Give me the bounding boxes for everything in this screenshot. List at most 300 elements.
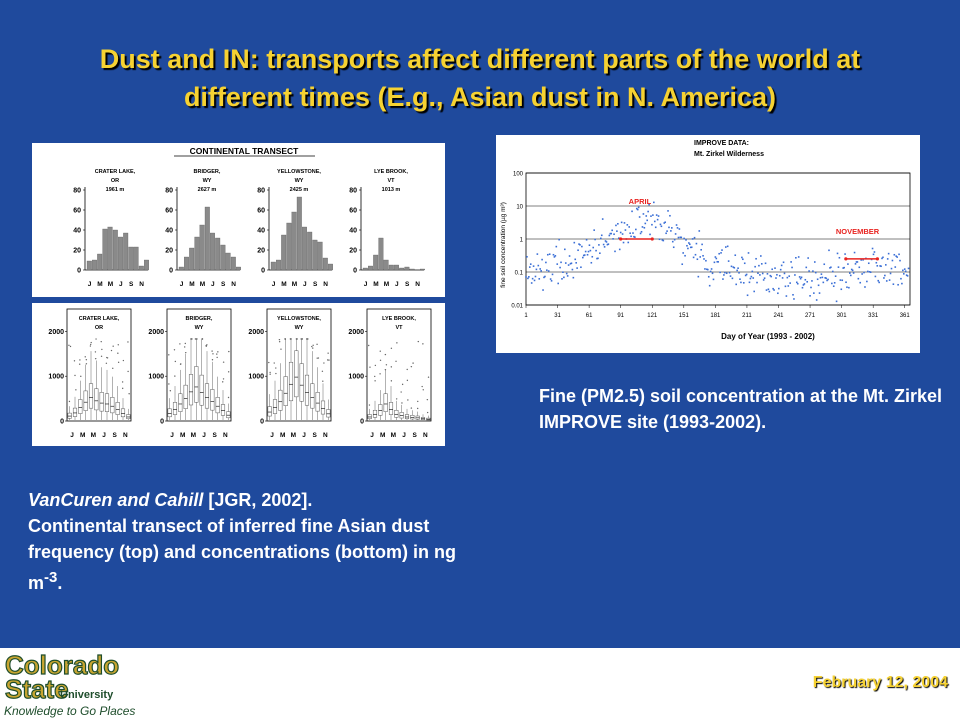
bar-site-state: WY: [202, 178, 212, 184]
box-site-state: WY: [194, 325, 204, 331]
scatter-point: [758, 265, 760, 267]
csu-logo: [2, 650, 172, 720]
scatter-point: [656, 214, 658, 216]
scatter-point: [807, 257, 809, 259]
bar-y-tick-label: 80: [349, 187, 357, 195]
frequency-bar: [189, 248, 194, 270]
scatter-point: [806, 281, 808, 283]
bar-y-tick-label: 60: [165, 207, 173, 215]
bar-site-name: BRIDGER,: [193, 169, 221, 175]
bar-month-label: M: [199, 281, 206, 288]
scatter-x-tick-label: 301: [836, 313, 847, 319]
scatter-point: [874, 251, 876, 253]
box-y-tick-label: 0: [260, 418, 264, 426]
scatter-point: [718, 253, 720, 255]
bar-site-name: YELLOWSTONE,: [277, 169, 321, 175]
frequency-chart-title: CONTINENTAL TRANSECT: [189, 146, 299, 156]
scatter-point: [725, 246, 727, 248]
concentration-box-plots: [32, 303, 445, 446]
box-iqr: [400, 412, 404, 418]
scatter-point: [788, 275, 790, 277]
frequency-bar: [200, 225, 205, 270]
scatter-point: [767, 273, 769, 275]
logo-university: University: [60, 689, 114, 701]
box-month-label: J: [102, 432, 106, 439]
box-outlier: [380, 351, 381, 352]
box-outlier: [327, 359, 328, 360]
box-outlier: [217, 351, 218, 352]
scatter-point: [645, 215, 647, 217]
box-site-state: OR: [94, 325, 104, 331]
scatter-point: [699, 256, 701, 258]
box-outlier: [101, 356, 102, 357]
scatter-point: [825, 277, 827, 279]
box-month-label: M: [190, 432, 197, 439]
scatter-point: [722, 278, 724, 280]
scatter-point: [627, 242, 629, 244]
scatter-point: [887, 258, 889, 260]
box-outlier: [417, 401, 418, 402]
box-iqr: [279, 390, 283, 410]
box-outlier: [317, 357, 318, 358]
scatter-point: [609, 235, 611, 237]
box-iqr: [127, 415, 131, 419]
scatter-point: [538, 265, 540, 267]
box-iqr: [321, 401, 325, 414]
scatter-point: [668, 227, 670, 229]
box-month-label: N: [222, 432, 228, 439]
scatter-point: [720, 252, 722, 254]
box-outlier: [385, 369, 386, 370]
scatter-point: [703, 258, 705, 260]
box-outlier: [391, 348, 392, 349]
scatter-point: [624, 222, 626, 224]
scatter-point: [643, 213, 645, 215]
frequency-bar: [113, 230, 118, 270]
scatter-point: [723, 274, 725, 276]
box-outlier: [379, 373, 380, 374]
box-iqr: [184, 385, 188, 409]
box-outlier: [428, 377, 429, 378]
box-outlier: [112, 368, 113, 369]
scatter-point: [692, 238, 694, 240]
scatter-point: [717, 261, 719, 263]
scatter-point: [888, 253, 890, 255]
box-month-label: J: [70, 432, 74, 439]
bar-month-label: J: [118, 281, 123, 288]
scatter-point: [773, 289, 775, 291]
box-outlier: [75, 389, 76, 390]
scatter-point: [778, 288, 780, 290]
scatter-point: [669, 215, 671, 217]
box-y-tick-label: 0: [60, 418, 64, 426]
box-outlier: [375, 365, 376, 366]
bar-month-label: J: [302, 281, 307, 288]
scatter-point: [532, 278, 534, 280]
scatter-point: [588, 251, 590, 253]
scatter-point: [628, 226, 630, 228]
scatter-point: [577, 249, 579, 251]
bar-month-label: J: [87, 281, 92, 288]
scatter-point: [526, 256, 528, 258]
box-outlier: [312, 347, 313, 348]
scatter-point: [744, 262, 746, 264]
scatter-point: [884, 275, 886, 277]
scatter-point: [575, 262, 577, 264]
scatter-point: [713, 279, 715, 281]
scatter-point: [802, 287, 804, 289]
box-outlier: [307, 338, 308, 339]
scatter-point: [776, 274, 778, 276]
scatter-point: [582, 257, 584, 259]
scatter-point: [666, 230, 668, 232]
frequency-bar: [394, 265, 399, 270]
box-iqr: [379, 405, 383, 416]
scatter-point: [615, 225, 617, 227]
box-outlier: [369, 366, 370, 367]
scatter-point: [785, 286, 787, 288]
box-outlier: [223, 361, 224, 362]
box-outlier: [117, 353, 118, 354]
scatter-point: [846, 286, 848, 288]
box-month-label: S: [212, 432, 217, 439]
box-outlier: [423, 389, 424, 390]
box-outlier: [417, 408, 418, 409]
scatter-point: [771, 268, 773, 270]
box-outlier: [401, 402, 402, 403]
scatter-point: [891, 268, 893, 270]
bar-site-name: LYE BROOK,: [374, 169, 408, 175]
scatter-point: [795, 257, 797, 259]
scatter-point: [553, 254, 555, 256]
scatter-point: [902, 270, 904, 272]
scatter-point: [528, 276, 530, 278]
scatter-caption: Fine (PM2.5) soil concentration at the Mt. Zirkel IMPROVE site (1993-2002).: [539, 386, 943, 432]
box-month-label: J: [202, 432, 206, 439]
scatter-point: [793, 298, 795, 300]
scatter-point: [735, 284, 737, 286]
box-outlier: [184, 346, 185, 347]
scatter-point: [791, 267, 793, 269]
scatter-point: [603, 244, 605, 246]
bar-y-tick-label: 60: [257, 207, 265, 215]
scatter-point: [750, 278, 752, 280]
scatter-point: [576, 267, 578, 269]
scatter-point: [834, 282, 836, 284]
scatter-x-tick-label: 241: [773, 313, 784, 319]
concentration-chart-panel: [32, 303, 445, 446]
bar-site-name: CRATER LAKE,: [94, 169, 136, 175]
scatter-x-tick-label: 361: [899, 313, 910, 319]
scatter-point: [587, 254, 589, 256]
scatter-point: [839, 257, 841, 259]
box-iqr: [168, 409, 172, 417]
bar-month-label: J: [363, 281, 368, 288]
bar-month-label: J: [394, 281, 399, 288]
scatter-point: [533, 265, 535, 267]
bar-month-label: N: [231, 281, 236, 288]
box-outlier: [174, 375, 175, 376]
frequency-bar: [179, 267, 184, 270]
scatter-point: [560, 262, 562, 264]
scatter-point: [672, 241, 674, 243]
bar-month-label: N: [323, 281, 328, 288]
bar-month-label: J: [210, 281, 215, 288]
scatter-point: [737, 267, 739, 269]
scatter-point: [852, 270, 854, 272]
box-month-label: J: [270, 432, 274, 439]
box-outlier: [407, 369, 408, 370]
frequency-bar: [226, 253, 231, 270]
box-outlier: [280, 348, 281, 349]
scatter-point: [813, 292, 815, 294]
scatter-point: [899, 260, 901, 262]
scatter-point: [805, 279, 807, 281]
scatter-point: [721, 249, 723, 251]
bar-y-tick-label: 80: [165, 187, 173, 195]
bar-month-label: M: [107, 281, 114, 288]
box-month-label: N: [122, 432, 128, 439]
box-outlier: [106, 357, 107, 358]
caption-body: Continental transect of inferred fine Asian dust frequency (top) and concentrations (bottom) in ng m: [28, 516, 456, 593]
box-iqr: [316, 392, 320, 411]
box-outlier: [179, 343, 180, 344]
scatter-point: [901, 283, 903, 285]
bar-y-tick-label: 60: [73, 207, 81, 215]
box-outlier: [407, 380, 408, 381]
scatter-point: [858, 278, 860, 280]
scatter-point: [710, 271, 712, 273]
scatter-point: [845, 281, 847, 283]
frequency-bar: [236, 267, 241, 270]
scatter-point: [640, 233, 642, 235]
scatter-point: [573, 277, 575, 279]
scatter-point: [608, 243, 610, 245]
scatter-point: [844, 253, 846, 255]
scatter-point: [880, 265, 882, 267]
scatter-point: [641, 231, 643, 233]
box-month-label: N: [422, 432, 428, 439]
scatter-point: [572, 269, 574, 271]
scatter-point: [830, 266, 832, 268]
scatter-point: [864, 286, 866, 288]
scatter-point: [650, 215, 652, 217]
box-iqr: [216, 397, 220, 413]
box-outlier: [122, 381, 123, 382]
scatter-point: [755, 258, 757, 260]
box-outlier: [180, 363, 181, 364]
scatter-header-2: Mt. Zirkel Wilderness: [694, 151, 764, 158]
caption-authors: VanCuren and Cahill: [28, 490, 204, 510]
box-outlier: [101, 341, 102, 342]
box-outlier: [123, 360, 124, 361]
box-outlier: [175, 361, 176, 362]
scatter-point: [872, 248, 874, 250]
scatter-point: [783, 261, 785, 263]
box-outlier: [111, 350, 112, 351]
box-site-state: WY: [294, 325, 304, 331]
box-outlier: [279, 341, 280, 342]
box-y-tick-label: 2000: [348, 328, 364, 336]
scatter-point: [848, 287, 850, 289]
box-outlier: [196, 338, 197, 339]
scatter-point: [652, 214, 654, 216]
bar-y-tick-label: 40: [73, 227, 81, 235]
scatter-point: [878, 282, 880, 284]
box-iqr: [200, 375, 204, 405]
box-iqr: [100, 392, 104, 411]
box-outlier: [79, 359, 80, 360]
frequency-bar: [123, 233, 128, 270]
scatter-point: [667, 210, 669, 212]
box-outlier: [90, 344, 91, 345]
scatter-point: [629, 232, 631, 234]
scatter-point: [811, 280, 813, 282]
box-outlier: [380, 360, 381, 361]
scatter-point: [753, 291, 755, 293]
bar-month-label: S: [129, 281, 134, 288]
bar-site-elevation: 1961 m: [105, 187, 125, 193]
improve-scatter-chart: [496, 135, 920, 353]
box-outlier: [268, 362, 269, 363]
frequency-bar: [184, 257, 189, 270]
logo-state: State: [5, 674, 69, 704]
scatter-point: [676, 224, 678, 226]
scatter-point: [730, 275, 732, 277]
frequency-bar: [144, 260, 149, 270]
box-outlier: [212, 359, 213, 360]
scatter-point: [740, 282, 742, 284]
box-iqr: [89, 384, 93, 408]
scatter-point: [727, 246, 729, 248]
scatter-point: [675, 233, 677, 235]
box-outlier: [312, 345, 313, 346]
box-iqr: [368, 415, 372, 419]
box-outlier: [316, 344, 317, 345]
scatter-point: [804, 283, 806, 285]
scatter-point: [800, 278, 802, 280]
scatter-point: [751, 276, 753, 278]
box-outlier: [168, 383, 169, 384]
scatter-point: [835, 275, 837, 277]
scatter-point: [546, 269, 548, 271]
annotation-start-dot: [844, 257, 847, 260]
scatter-point: [809, 295, 811, 297]
scatter-point: [841, 279, 843, 281]
bar-y-tick-label: 80: [257, 187, 265, 195]
box-outlier: [90, 345, 91, 346]
bar-month-label: M: [97, 281, 103, 288]
box-month-label: M: [290, 432, 297, 439]
scatter-point: [555, 255, 557, 257]
box-outlier: [168, 354, 169, 355]
scatter-point: [833, 285, 835, 287]
box-outlier: [118, 344, 119, 345]
box-month-label: M: [279, 432, 286, 439]
box-outlier: [206, 344, 207, 345]
scatter-point: [561, 278, 563, 280]
box-month-label: M: [79, 432, 86, 439]
scatter-point: [645, 223, 647, 225]
box-outlier: [127, 371, 128, 372]
scatter-point: [746, 274, 748, 276]
box-outlier: [385, 354, 386, 355]
scatter-y-tick-label: 100: [512, 171, 523, 178]
scatter-point: [905, 270, 907, 272]
frequency-bar: [379, 238, 384, 270]
scatter-point: [612, 238, 614, 240]
bar-month-label: M: [291, 281, 298, 288]
scatter-point: [808, 270, 810, 272]
scatter-point: [614, 251, 616, 253]
box-outlier: [228, 371, 229, 372]
box-y-tick-label: 2000: [148, 328, 164, 336]
box-outlier: [275, 373, 276, 374]
bar-y-tick-label: 0: [261, 267, 265, 275]
box-outlier: [127, 341, 128, 342]
scatter-point: [584, 254, 586, 256]
scatter-point: [907, 275, 909, 277]
scatter-point: [707, 269, 709, 271]
box-iqr: [405, 415, 409, 419]
bar-month-label: M: [383, 281, 390, 288]
scatter-point: [754, 266, 756, 268]
box-month-label: J: [402, 432, 406, 439]
scatter-point: [634, 236, 636, 238]
scatter-point: [774, 267, 776, 269]
scatter-x-tick-label: 91: [617, 313, 625, 319]
box-outlier: [68, 345, 69, 346]
box-iqr: [273, 399, 277, 413]
box-outlier: [80, 376, 81, 377]
frequency-bar: [373, 255, 378, 270]
scatter-point: [762, 273, 764, 275]
scatter-point: [855, 263, 857, 265]
scatter-point: [562, 271, 564, 273]
box-outlier: [391, 380, 392, 381]
scatter-point: [625, 229, 627, 231]
scatter-point: [535, 276, 537, 278]
bar-y-tick-label: 0: [77, 267, 81, 275]
scatter-point: [827, 279, 829, 281]
scatter-point: [736, 270, 738, 272]
scatter-point: [579, 244, 581, 246]
bar-site-state: WY: [294, 178, 304, 184]
bar-site-elevation: 1013 m: [381, 187, 401, 193]
scatter-x-label: Day of Year (1993 - 2002): [721, 332, 815, 341]
box-outlier: [86, 363, 87, 364]
scatter-point: [823, 263, 825, 265]
scatter-point: [749, 282, 751, 284]
scatter-point: [619, 249, 621, 251]
scatter-point: [695, 254, 697, 256]
bar-site-state: VT: [387, 178, 395, 184]
scatter-point: [594, 239, 596, 241]
scatter-point: [861, 273, 863, 275]
scatter-point: [536, 269, 538, 271]
scatter-point: [651, 224, 653, 226]
scatter-point: [702, 255, 704, 257]
box-outlier: [216, 353, 217, 354]
bar-month-label: N: [415, 281, 420, 288]
box-iqr: [173, 402, 177, 414]
scatter-point: [857, 261, 859, 263]
scatter-point: [681, 263, 683, 265]
box-outlier: [391, 366, 392, 367]
scatter-point: [525, 276, 527, 278]
box-month-label: J: [302, 432, 306, 439]
scatter-y-tick-label: 1: [519, 237, 523, 244]
